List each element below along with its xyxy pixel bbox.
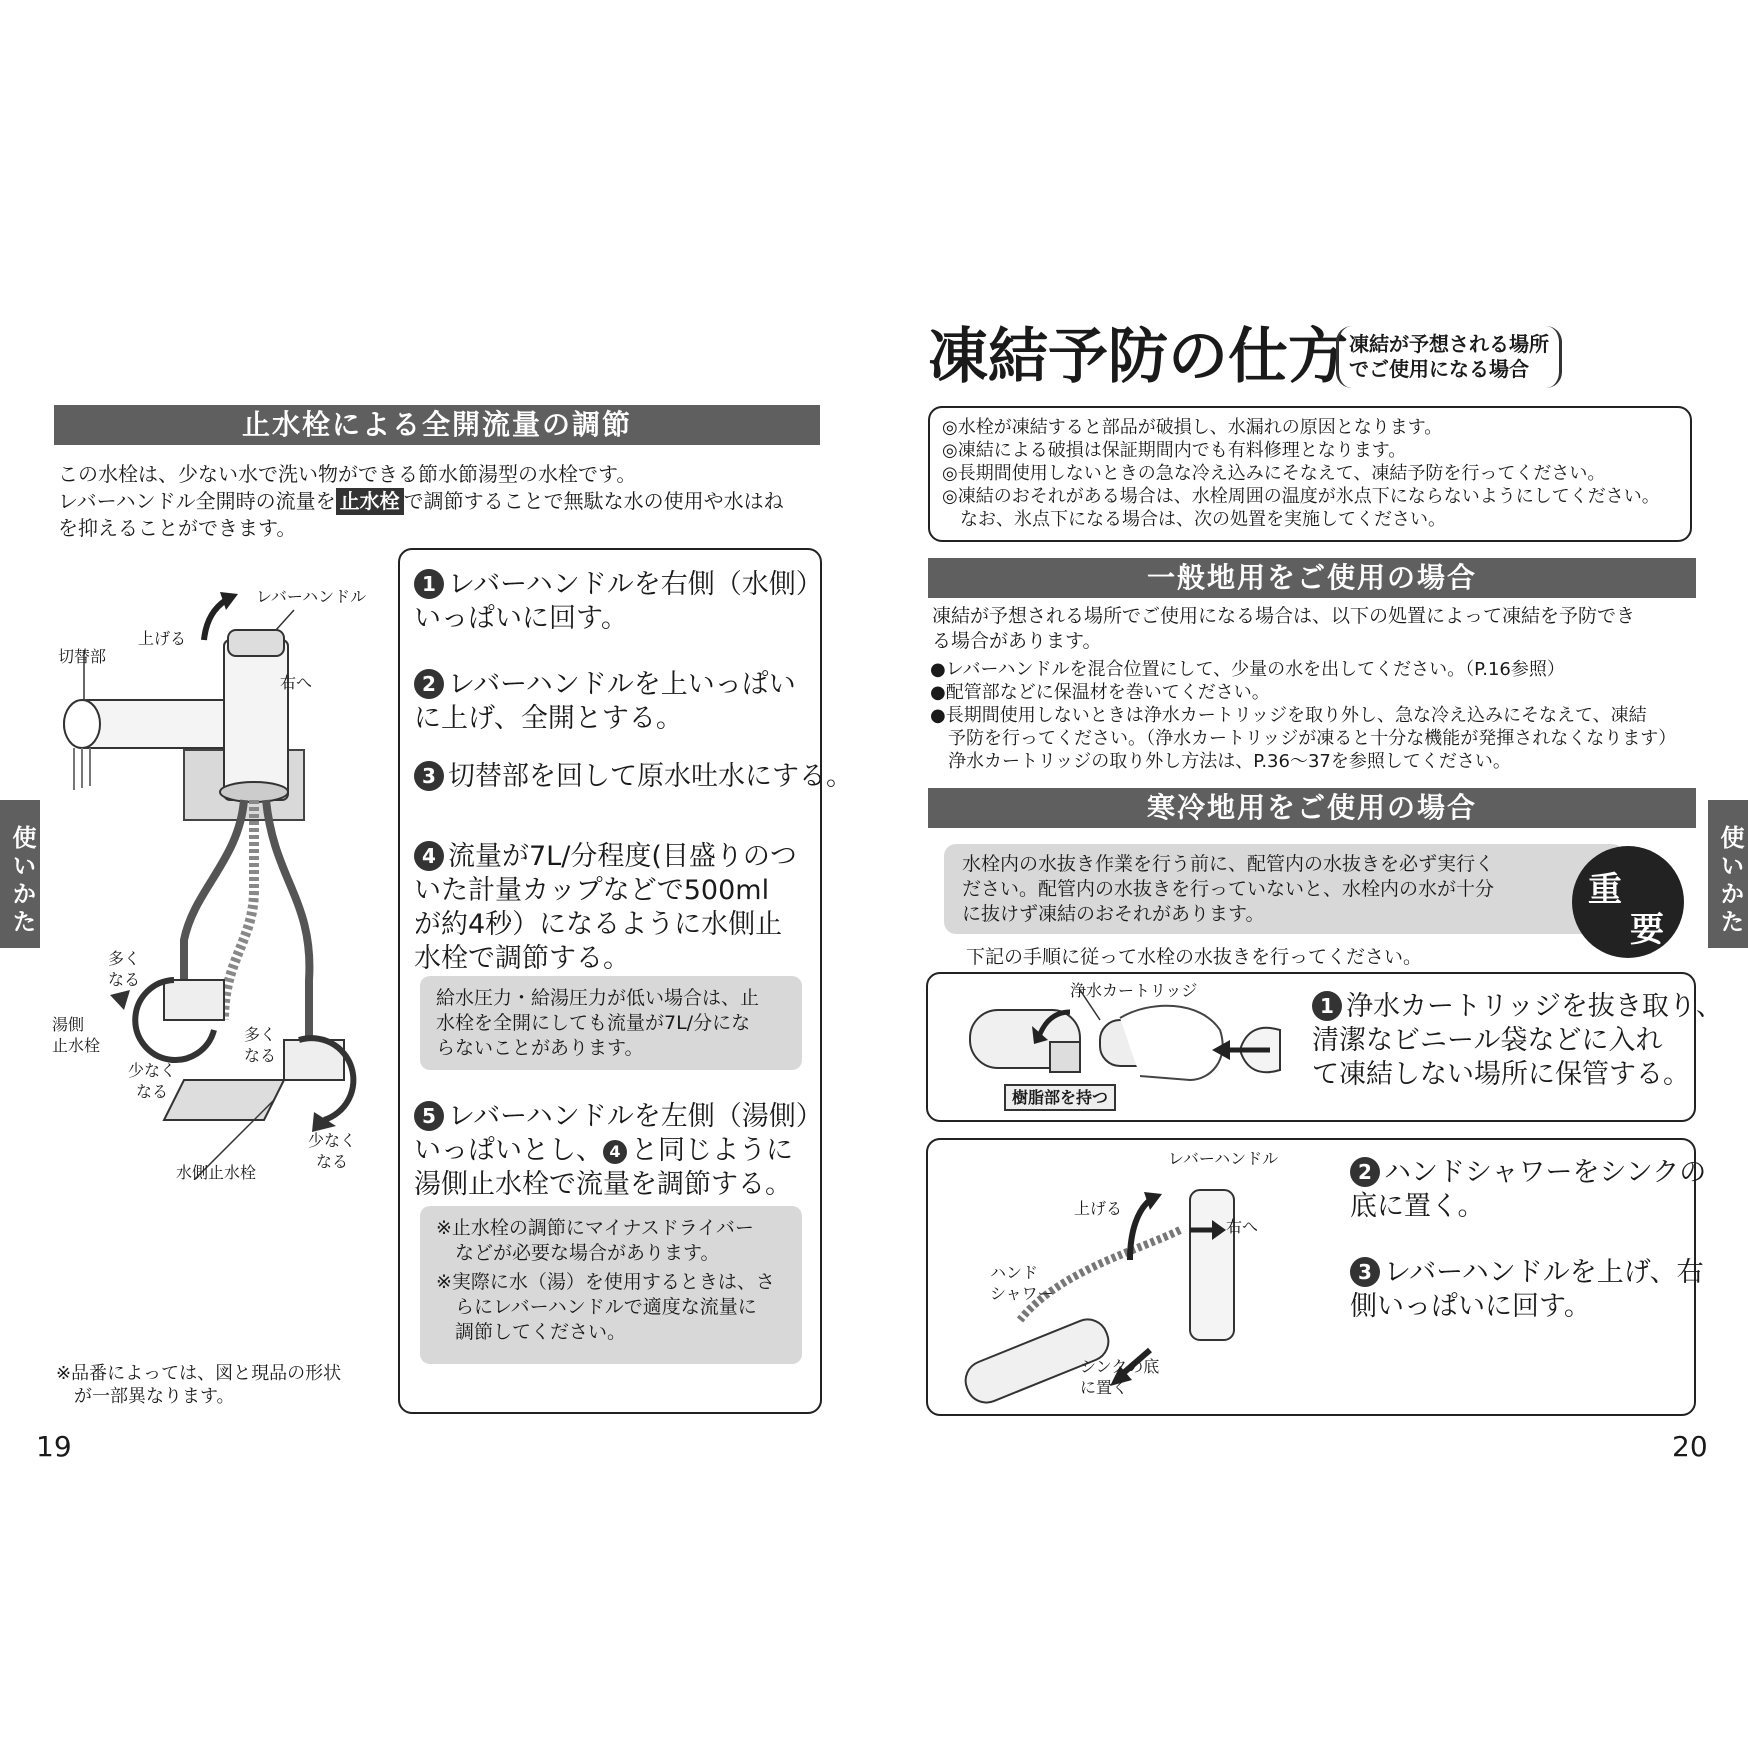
sub-title: 凍結が予想される場所 でご使用になる場合 (1336, 326, 1562, 388)
step-num-2: 2 (414, 669, 444, 699)
box2-step-num-2: 2 (1350, 1157, 1380, 1187)
procedure-intro: 下記の手順に従って水栓の水抜きを行ってください。 (966, 946, 1423, 968)
important-text: 水栓内の水抜き作業を行う前に、配管内の水抜きを必ず実行く ださい。配管内の水抜きを行っていないと、水栓内の水が十分 に抜けず凍結のおそれがあります。 (962, 853, 1495, 925)
label-less-2: 少なく なる (308, 1131, 357, 1171)
label-cold-valve: 水側止水栓 (176, 1163, 257, 1182)
box1-step-1: 1 浄水カートリッジを抜き取り、 清潔なビニール袋などに入れ て凍結しない場所に保管する。 (1312, 991, 1723, 1090)
step-2: 2 レバーハンドルを上いっぱい に上げ、全開とする。 (414, 669, 796, 734)
cold-title: 寒冷地用をご使用の場合 (1146, 791, 1477, 824)
warning-box (928, 406, 1692, 542)
note-low-pressure: 給水圧力・給湯圧力が低い場合は、止 水栓を全開にしても流量が7L/分にな らないことがあります。 (420, 976, 802, 1070)
step-3: 3 切替部を回して原水吐水にする。 (414, 760, 853, 794)
label-cartridge: 浄水カートリッジ (1070, 981, 1198, 1000)
warning-2: ◎凍結による破損は保証期間内でも有料修理となります。 (942, 440, 1407, 461)
section-title-bar (54, 405, 820, 445)
warning-3: ◎長期間使用しないときの急な冷え込みにそなえて、凍結予防を行ってください。 (942, 463, 1606, 484)
note-screwdriver: ※止水栓の調節にマイナスドライバー などが必要な場合があります。 ※実際に水（湯）を使用するときは、さ らにレバーハンドルで適度な流量に 調節してください。 (420, 1206, 802, 1364)
label-lever-handle-2: レバーハンドル (1168, 1149, 1279, 1168)
box2-step-3: 3 レバーハンドルを上げ、右 側いっぱいに回す。 (1350, 1257, 1704, 1322)
general-bullet-1: ●レバーハンドルを混合位置にして、少量の水を出してください。（P.16参照） (930, 659, 1565, 680)
label-right-2: 右へ (1226, 1217, 1259, 1236)
label-hot-valve: 湯側 止水栓 (52, 1015, 101, 1055)
step-num-3: 3 (414, 761, 444, 791)
footnote: ※品番によっては、図と現品の形状 が一部異なります。 (56, 1363, 342, 1407)
cold-title-bar (928, 788, 1696, 828)
step-5: 5 レバーハンドルを左側（湯側） いっぱいとし、 4 と同じように 湯側止水栓で流量を調節する。 (414, 1101, 823, 1200)
intro-line-1: この水栓は、少ない水で洗い物ができる節水節湯型の水栓です。 (58, 462, 637, 486)
intro-line-2: レバーハンドル全開時の流量を 止水栓 で調節することで無駄な水の使用や水はね (58, 489, 784, 513)
important-badge: 重 要 (1572, 846, 1684, 958)
box2-step-num-3: 3 (1350, 1257, 1380, 1287)
warning-5: なお、氷点下になる場合は、次の処置を実施してください。 (942, 509, 1446, 530)
general-title-bar (928, 558, 1696, 598)
step-num-4: 4 (414, 841, 444, 871)
page-number-left: 19 (36, 1430, 72, 1463)
label-lever-handle: レバーハンドル (256, 587, 367, 606)
box2-step-2: 2 ハンドシャワーをシンクの 底に置く。 (1350, 1157, 1707, 1222)
step-4: 4 流量が7L/分程度(目盛りのつ いた計量カップなどで500ml が約4秒）になるように水側止 水栓で調節する。 (414, 841, 797, 974)
step-ref-4: 4 (603, 1140, 627, 1164)
label-switch-part: 切替部 (58, 647, 107, 666)
label-hold-resin: 樹脂部を持つ (1004, 1084, 1116, 1111)
box1-step-num-1: 1 (1312, 991, 1342, 1021)
intro-text (58, 461, 828, 542)
label-raise: 上げる (138, 629, 187, 648)
general-bullet-2: ●配管部などに保温材を巻いてください。 (930, 682, 1270, 703)
page-number-right: 20 (1672, 1430, 1708, 1463)
warning-1: ◎水栓が凍結すると部品が破損し、水漏れの原因となります。 (942, 417, 1443, 438)
label-hand-shower: ハンド シャワー (990, 1263, 1054, 1303)
warning-4: ◎凍結のおそれがある場合は、水栓周囲の温度が氷点下にならないようにしてください。 (942, 486, 1660, 507)
step-num-5: 5 (414, 1101, 444, 1131)
side-tab-right[interactable]: 使いかた (1708, 800, 1748, 948)
stop-valve-mark: 止水栓 (336, 488, 404, 515)
main-title: 凍結予防の仕方 (928, 322, 1348, 392)
intro-line-3: を抑えることができます。 (58, 516, 297, 540)
general-title: 一般地用をご使用の場合 (1146, 561, 1477, 594)
step-1: 1 レバーハンドルを右側（水側） いっぱいに回す。 (414, 569, 823, 634)
general-bullets (930, 658, 1700, 773)
label-raise-2: 上げる (1074, 1199, 1123, 1218)
label-less-1: 少なく なる (128, 1061, 177, 1101)
step-num-1: 1 (414, 569, 444, 599)
general-intro: 凍結が予想される場所でご使用になる場合は、以下の処置によって凍結を予防でき る場合があります。 (932, 605, 1636, 652)
general-bullet-3: ●長期間使用しないときは浄水カートリッジを取り外し、急な冷え込みにそなえて、凍結 予防を行ってください。（浄水カートリッジが凍ると十分な機能が発揮されなくなります） 浄水カートリッジの取り外し方法は、P.36～37を参照してください。 (930, 705, 1677, 772)
label-sink-bottom: シンクの底 に置く (1080, 1357, 1160, 1397)
section-title: 止水栓による全開流量の調節 (241, 408, 632, 441)
side-tab-left[interactable]: 使いかた (0, 800, 40, 948)
label-more-2: 多く なる (244, 1025, 277, 1065)
label-right: 右へ (280, 673, 313, 692)
label-more-1: 多く なる (108, 949, 141, 989)
